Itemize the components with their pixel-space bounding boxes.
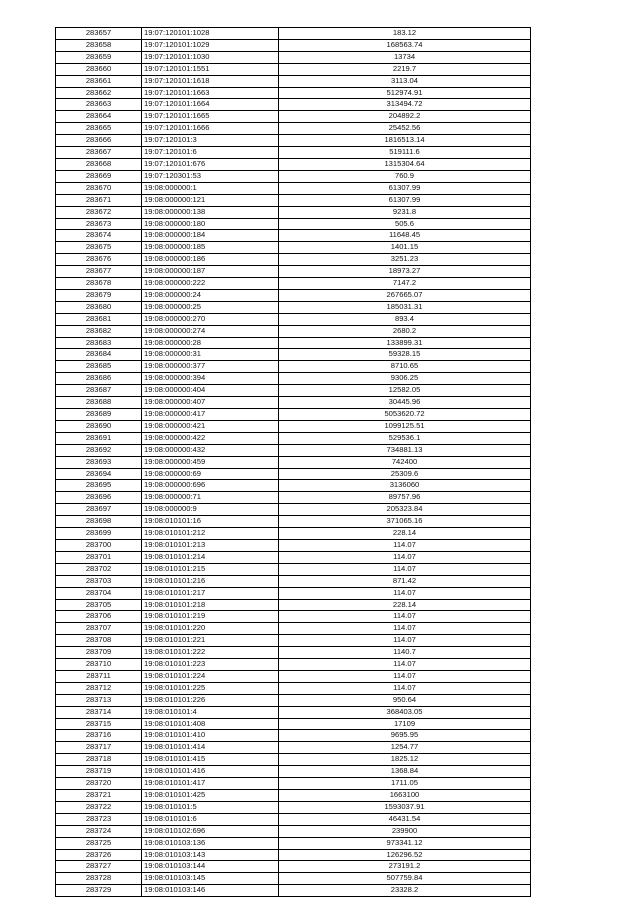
value-cell: 371065.16 [279,516,531,528]
row-number-cell: 283696 [56,492,142,504]
table-row [56,325,531,337]
row-number-cell: 283724 [56,825,142,837]
table-row [56,611,531,623]
row-number-cell: 283689 [56,409,142,421]
value-cell: 114.07 [279,539,531,551]
value-cell: 133899.31 [279,337,531,349]
table-row [56,885,531,897]
row-number-cell: 283708 [56,635,142,647]
cadastral-number-cell: 19:08:010101:216 [142,575,279,587]
row-number-cell: 283670 [56,182,142,194]
value-cell: 1816513.14 [279,135,531,147]
row-number-cell: 283714 [56,706,142,718]
row-number-cell: 283681 [56,313,142,325]
value-cell: 89757.96 [279,492,531,504]
value-cell: 9231.8 [279,206,531,218]
table-row [56,539,531,551]
cadastral-number-cell: 19:08:010102:696 [142,825,279,837]
value-cell: 114.07 [279,551,531,563]
table-row [56,254,531,266]
value-cell: 168563.74 [279,39,531,51]
cadastral-number-cell: 19:08:010101:213 [142,539,279,551]
row-number-cell: 283718 [56,754,142,766]
value-cell: 9306.25 [279,373,531,385]
cadastral-number-cell: 19:08:000000:270 [142,313,279,325]
value-cell: 3136060 [279,480,531,492]
value-cell: 23328.2 [279,885,531,897]
value-cell: 114.07 [279,659,531,671]
cadastral-number-cell: 19:08:000000:184 [142,230,279,242]
row-number-cell: 283725 [56,837,142,849]
value-cell: 973341.12 [279,837,531,849]
table-row [56,801,531,813]
row-number-cell: 283706 [56,611,142,623]
value-cell: 61307.99 [279,194,531,206]
cadastral-number-cell: 19:08:000000:404 [142,385,279,397]
row-number-cell: 283673 [56,218,142,230]
row-number-cell: 283664 [56,111,142,123]
row-number-cell: 283682 [56,325,142,337]
value-cell: 18973.27 [279,266,531,278]
value-cell: 742400 [279,456,531,468]
value-cell: 126296.52 [279,849,531,861]
row-number-cell: 283683 [56,337,142,349]
row-number-cell: 283659 [56,51,142,63]
row-number-cell: 283666 [56,135,142,147]
cadastral-number-cell: 19:08:000000:71 [142,492,279,504]
cadastral-number-cell: 19:07:120101:1665 [142,111,279,123]
table-row [56,778,531,790]
value-cell: 1099125.51 [279,420,531,432]
value-cell: 368403.05 [279,706,531,718]
value-cell: 1401.15 [279,242,531,254]
value-cell: 2680.2 [279,325,531,337]
cadastral-number-cell: 19:08:000000:417 [142,409,279,421]
table-row [56,123,531,135]
value-cell: 519111.6 [279,147,531,159]
table-row [56,647,531,659]
value-cell: 9695.95 [279,730,531,742]
cadastral-number-cell: 19:07:120101:1551 [142,63,279,75]
table-row [56,147,531,159]
cadastral-number-cell: 19:08:010101:214 [142,551,279,563]
value-cell: 1315304.64 [279,158,531,170]
value-cell: 1254.77 [279,742,531,754]
value-cell: 3113.04 [279,75,531,87]
cadastral-number-cell: 19:08:010101:417 [142,778,279,790]
table-row [56,575,531,587]
cadastral-number-cell: 19:07:120101:1663 [142,87,279,99]
cadastral-number-cell: 19:07:120101:3 [142,135,279,147]
value-cell: 204892.2 [279,111,531,123]
row-number-cell: 283692 [56,444,142,456]
cadastral-number-cell: 19:07:120101:1618 [142,75,279,87]
cadastral-number-cell: 19:08:010101:408 [142,718,279,730]
value-cell: 734881.13 [279,444,531,456]
cadastral-number-cell: 19:08:000000:1 [142,182,279,194]
table-row [56,289,531,301]
value-cell: 114.07 [279,670,531,682]
value-cell: 273191.2 [279,861,531,873]
cadastral-number-cell: 19:08:000000:394 [142,373,279,385]
cadastral-number-cell: 19:08:010103:143 [142,849,279,861]
row-number-cell: 283694 [56,468,142,480]
cadastral-number-cell: 19:08:010101:4 [142,706,279,718]
table-row [56,694,531,706]
table-row [56,742,531,754]
cadastral-number-cell: 19:08:010101:414 [142,742,279,754]
cadastral-number-cell: 19:07:120101:676 [142,158,279,170]
row-number-cell: 283686 [56,373,142,385]
cadastral-number-cell: 19:07:120101:1030 [142,51,279,63]
row-number-cell: 283715 [56,718,142,730]
table-row [56,444,531,456]
value-cell: 205323.84 [279,504,531,516]
cadastral-number-cell: 19:08:010101:219 [142,611,279,623]
value-cell: 17109 [279,718,531,730]
value-cell: 512974.91 [279,87,531,99]
row-number-cell: 283723 [56,813,142,825]
row-number-cell: 283679 [56,289,142,301]
table-row [56,99,531,111]
table-row [56,492,531,504]
cadastral-number-cell: 19:07:120301:53 [142,170,279,182]
table-row [56,790,531,802]
cadastral-number-cell: 19:08:010101:410 [142,730,279,742]
table-row [56,337,531,349]
table-row [56,63,531,75]
cadastral-number-cell: 19:08:010101:225 [142,682,279,694]
row-number-cell: 283698 [56,516,142,528]
table-row [56,182,531,194]
row-number-cell: 283716 [56,730,142,742]
table-row [56,551,531,563]
row-number-cell: 283672 [56,206,142,218]
cadastral-number-cell: 19:08:010101:221 [142,635,279,647]
row-number-cell: 283674 [56,230,142,242]
cadastral-number-cell: 19:08:000000:187 [142,266,279,278]
value-cell: 1140.7 [279,647,531,659]
table-row [56,837,531,849]
table-row [56,266,531,278]
row-number-cell: 283669 [56,170,142,182]
row-number-cell: 283671 [56,194,142,206]
value-cell: 114.07 [279,611,531,623]
cadastral-number-cell: 19:07:120101:1664 [142,99,279,111]
row-number-cell: 283699 [56,528,142,540]
cadastral-number-cell: 19:08:000000:422 [142,432,279,444]
cadastral-number-cell: 19:08:010103:145 [142,873,279,885]
cadastral-number-cell: 19:08:010101:416 [142,766,279,778]
table-row [56,730,531,742]
row-number-cell: 283697 [56,504,142,516]
cadastral-number-cell: 19:07:120101:1029 [142,39,279,51]
table-row [56,135,531,147]
table-row [56,670,531,682]
value-cell: 46431.54 [279,813,531,825]
row-number-cell: 283677 [56,266,142,278]
value-cell: 2219.7 [279,63,531,75]
value-cell: 313494.72 [279,99,531,111]
value-cell: 114.07 [279,682,531,694]
table-row [56,718,531,730]
row-number-cell: 283719 [56,766,142,778]
table-row [56,873,531,885]
row-number-cell: 283657 [56,28,142,40]
value-cell: 61307.99 [279,182,531,194]
row-number-cell: 283704 [56,587,142,599]
value-cell: 183.12 [279,28,531,40]
cadastral-number-cell: 19:08:010103:144 [142,861,279,873]
cadastral-number-cell: 19:08:000000:25 [142,301,279,313]
table-row [56,409,531,421]
table-row [56,813,531,825]
table-row [56,51,531,63]
cadastral-number-cell: 19:08:000000:696 [142,480,279,492]
table-row [56,75,531,87]
value-cell: 7147.2 [279,278,531,290]
value-cell: 114.07 [279,563,531,575]
row-number-cell: 283691 [56,432,142,444]
cadastral-number-cell: 19:08:010101:6 [142,813,279,825]
value-cell: 12582.05 [279,385,531,397]
table-row [56,420,531,432]
row-number-cell: 283660 [56,63,142,75]
value-cell: 507759.84 [279,873,531,885]
table-row [56,682,531,694]
cadastral-number-cell: 19:08:010101:222 [142,647,279,659]
value-cell: 529536.1 [279,432,531,444]
value-cell: 114.07 [279,623,531,635]
cadastral-number-cell: 19:08:000000:421 [142,420,279,432]
value-cell: 1593037.91 [279,801,531,813]
table-row [56,349,531,361]
row-number-cell: 283658 [56,39,142,51]
cadastral-number-cell: 19:08:010101:5 [142,801,279,813]
cadastral-number-cell: 19:07:120101:1666 [142,123,279,135]
row-number-cell: 283668 [56,158,142,170]
row-number-cell: 283710 [56,659,142,671]
cadastral-number-cell: 19:08:000000:31 [142,349,279,361]
cadastral-number-cell: 19:07:120101:6 [142,147,279,159]
cadastral-number-cell: 19:08:010101:218 [142,599,279,611]
row-number-cell: 283727 [56,861,142,873]
value-cell: 228.14 [279,599,531,611]
cadastral-number-cell: 19:08:000000:69 [142,468,279,480]
row-number-cell: 283684 [56,349,142,361]
table-row [56,635,531,647]
value-cell: 11648.45 [279,230,531,242]
table-row [56,242,531,254]
value-cell: 30445.96 [279,397,531,409]
cadastral-value-table [55,27,531,897]
row-number-cell: 283721 [56,790,142,802]
cadastral-number-cell: 19:08:010101:217 [142,587,279,599]
value-cell: 505.6 [279,218,531,230]
row-number-cell: 283688 [56,397,142,409]
cadastral-number-cell: 19:08:000000:222 [142,278,279,290]
row-number-cell: 283709 [56,647,142,659]
table-row [56,861,531,873]
table-row [56,659,531,671]
row-number-cell: 283667 [56,147,142,159]
row-number-cell: 283685 [56,361,142,373]
row-number-cell: 283687 [56,385,142,397]
row-number-cell: 283726 [56,849,142,861]
table-row [56,706,531,718]
value-cell: 114.07 [279,635,531,647]
value-cell: 13734 [279,51,531,63]
row-number-cell: 283690 [56,420,142,432]
table-row [56,194,531,206]
cadastral-number-cell: 19:08:010101:226 [142,694,279,706]
cadastral-number-cell: 19:08:010101:425 [142,790,279,802]
table-row [56,825,531,837]
value-cell: 871.42 [279,575,531,587]
table-row [56,504,531,516]
table-row [56,385,531,397]
cadastral-number-cell: 19:08:000000:274 [142,325,279,337]
value-cell: 760.9 [279,170,531,182]
table-row [56,278,531,290]
row-number-cell: 283712 [56,682,142,694]
cadastral-number-cell: 19:08:000000:407 [142,397,279,409]
value-cell: 5053620.72 [279,409,531,421]
row-number-cell: 283702 [56,563,142,575]
table-row [56,623,531,635]
row-number-cell: 283728 [56,873,142,885]
table-row [56,111,531,123]
cadastral-number-cell: 19:08:010101:415 [142,754,279,766]
table-row [56,170,531,182]
table-row [56,39,531,51]
value-cell: 114.07 [279,587,531,599]
cadastral-number-cell: 19:08:000000:186 [142,254,279,266]
cadastral-number-cell: 19:08:000000:180 [142,218,279,230]
value-cell: 1711.05 [279,778,531,790]
table-row [56,373,531,385]
table-row [56,849,531,861]
cadastral-number-cell: 19:08:000000:377 [142,361,279,373]
table-row [56,87,531,99]
row-number-cell: 283680 [56,301,142,313]
table-row [56,158,531,170]
table-row [56,206,531,218]
cadastral-number-cell: 19:08:000000:9 [142,504,279,516]
value-cell: 25452.56 [279,123,531,135]
value-cell: 893.4 [279,313,531,325]
row-number-cell: 283711 [56,670,142,682]
table-row [56,563,531,575]
table-row [56,218,531,230]
table-body [56,28,531,897]
row-number-cell: 283663 [56,99,142,111]
row-number-cell: 283720 [56,778,142,790]
cadastral-number-cell: 19:08:010101:16 [142,516,279,528]
cadastral-number-cell: 19:08:000000:185 [142,242,279,254]
row-number-cell: 283703 [56,575,142,587]
value-cell: 185031.31 [279,301,531,313]
table-row [56,599,531,611]
cadastral-number-cell: 19:08:010101:212 [142,528,279,540]
row-number-cell: 283693 [56,456,142,468]
row-number-cell: 283695 [56,480,142,492]
row-number-cell: 283729 [56,885,142,897]
cadastral-number-cell: 19:08:010101:215 [142,563,279,575]
row-number-cell: 283662 [56,87,142,99]
value-cell: 59328.15 [279,349,531,361]
cadastral-number-cell: 19:08:010101:220 [142,623,279,635]
row-number-cell: 283701 [56,551,142,563]
row-number-cell: 283661 [56,75,142,87]
cadastral-number-cell: 19:08:000000:28 [142,337,279,349]
row-number-cell: 283700 [56,539,142,551]
value-cell: 8710.65 [279,361,531,373]
table-row [56,528,531,540]
value-cell: 950.64 [279,694,531,706]
table-row [56,587,531,599]
table-row [56,397,531,409]
row-number-cell: 283675 [56,242,142,254]
table-row [56,230,531,242]
value-cell: 3251.23 [279,254,531,266]
table-row [56,301,531,313]
row-number-cell: 283665 [56,123,142,135]
value-cell: 25309.6 [279,468,531,480]
table-row [56,516,531,528]
cadastral-number-cell: 19:08:010101:224 [142,670,279,682]
table-row [56,313,531,325]
value-cell: 228.14 [279,528,531,540]
cadastral-number-cell: 19:08:000000:121 [142,194,279,206]
row-number-cell: 283722 [56,801,142,813]
table-row [56,28,531,40]
value-cell: 239900 [279,825,531,837]
row-number-cell: 283705 [56,599,142,611]
table-row [56,480,531,492]
cadastral-number-cell: 19:08:000000:24 [142,289,279,301]
value-cell: 1825.12 [279,754,531,766]
table-row [56,361,531,373]
cadastral-number-cell: 19:07:120101:1028 [142,28,279,40]
table-row [56,766,531,778]
row-number-cell: 283713 [56,694,142,706]
value-cell: 1663100 [279,790,531,802]
value-cell: 1368.84 [279,766,531,778]
cadastral-number-cell: 19:08:010101:223 [142,659,279,671]
cadastral-number-cell: 19:08:000000:432 [142,444,279,456]
row-number-cell: 283707 [56,623,142,635]
table-row [56,468,531,480]
row-number-cell: 283717 [56,742,142,754]
value-cell: 267665.07 [279,289,531,301]
cadastral-number-cell: 19:08:010103:146 [142,885,279,897]
row-number-cell: 283678 [56,278,142,290]
cadastral-number-cell: 19:08:010103:136 [142,837,279,849]
cadastral-number-cell: 19:08:000000:459 [142,456,279,468]
row-number-cell: 283676 [56,254,142,266]
cadastral-number-cell: 19:08:000000:138 [142,206,279,218]
table-row [56,754,531,766]
table-row [56,432,531,444]
table-row [56,456,531,468]
